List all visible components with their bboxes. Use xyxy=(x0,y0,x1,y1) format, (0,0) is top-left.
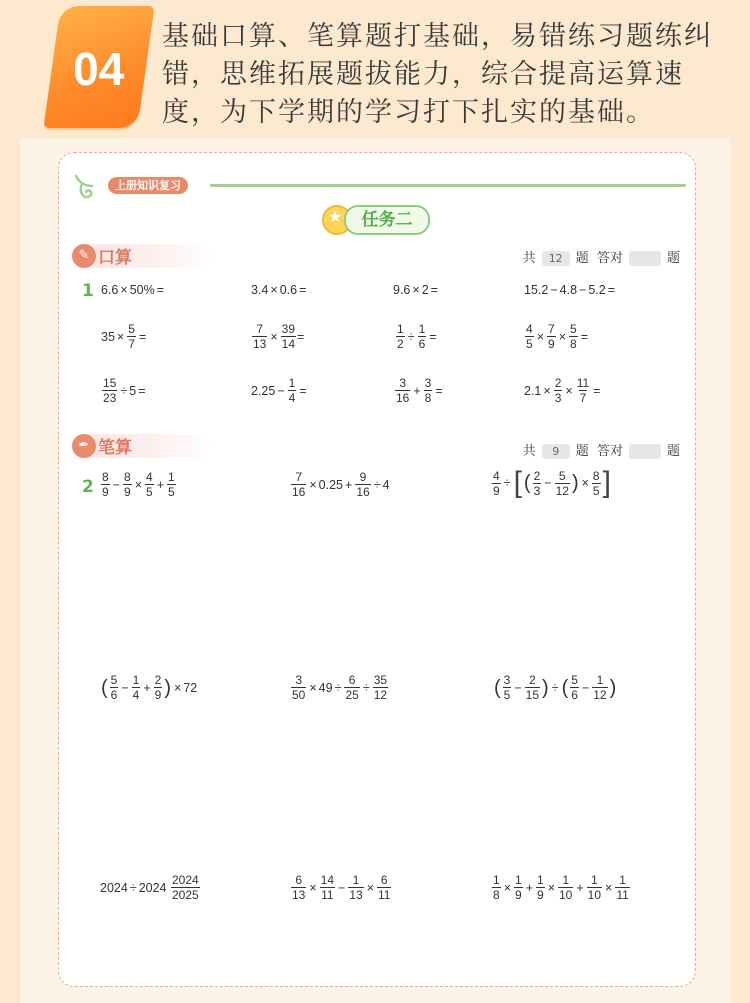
written-problem-5: $\frac{3}{50}$ × 49 ÷ $\frac{6}{25}$ ÷ $\frac{35}{12}$ xyxy=(292,673,388,702)
oral-problem-6: $\frac{7}{13}$ × $\frac{39}{14}$ = xyxy=(253,322,305,351)
written-problem-3: $\frac{4}{9}$ ÷ [ ( $\frac{2}{3}$ − $\frac{5}{12}$ ) × $\frac{8}{5}$ ] xyxy=(493,466,611,499)
section-number-badge xyxy=(43,6,154,128)
written-problem-7: 2024 ÷ 2024 $\frac{2024}{2025}$ xyxy=(100,873,199,902)
count-unit: 题 xyxy=(575,251,589,266)
oral-problem-2: 3.4 × 0.6 = xyxy=(251,283,307,297)
section-number: 04 xyxy=(73,43,125,95)
written-problem-2: $\frac{7}{16}$ × 0.25 + $\frac{9}{16}$ ÷ 4 xyxy=(292,470,390,499)
written-section-title: 笔算 xyxy=(98,438,132,458)
oral-problem-12: 2.1 × $\frac{2}{3}$ × $\frac{11}{7}$ = xyxy=(524,376,601,405)
worksheet-sheet xyxy=(58,152,696,987)
count-unit: 题 xyxy=(575,444,589,459)
written-correct-box[interactable] xyxy=(629,444,661,459)
oral-section-header xyxy=(72,244,212,268)
oral-problem-11: $\frac{3}{16}$ + $\frac{3}{8}$ = xyxy=(396,376,443,405)
written-problem-9: $\frac{1}{8}$ × $\frac{1}{9}$ + $\frac{1}{9}$ × $\frac{1}{10}$ + $\frac{1}{10}$ × $\frac{1}{11}$ xyxy=(493,873,629,902)
correct-unit: 题 xyxy=(666,444,680,459)
count-prefix: 共 xyxy=(522,444,536,459)
task-title: 任务二 xyxy=(344,205,430,235)
written-problem-6: ( $\frac{3}{5}$ − $\frac{2}{15}$ ) ÷ ( $\frac{5}{6}$ − $\frac{1}{12}$ ) xyxy=(494,673,617,702)
oral-problem-1: 6.6 × 50% = xyxy=(101,283,165,297)
vine-decoration-icon xyxy=(70,170,110,206)
written-problem-1: $\frac{8}{9}$ − $\frac{8}{9}$ × $\frac{4}{5}$ + $\frac{1}{5}$ xyxy=(102,470,175,499)
oral-problem-7: $\frac{1}{2}$ ÷ $\frac{1}{6}$ = xyxy=(397,322,437,351)
pen-icon: ✒ xyxy=(72,434,96,458)
written-problem-8: $\frac{6}{13}$ × $\frac{14}{11}$ − $\frac{1}{13}$ × $\frac{6}{11}$ xyxy=(292,873,391,902)
review-tag: 上册知识复习 xyxy=(108,177,188,194)
oral-count xyxy=(523,247,680,266)
correct-prefix: 答对 xyxy=(596,444,623,459)
review-divider xyxy=(210,184,686,187)
oral-problem-10: 2.25 − $\frac{1}{4}$ = xyxy=(251,376,307,405)
oral-problem-5: 35 × $\frac{5}{7}$ = xyxy=(101,322,147,351)
count-prefix: 共 xyxy=(522,251,536,266)
pencil-icon: ✎ xyxy=(72,244,96,268)
intro-text: 基础口算、笔算题打基础，易错练习题练纠错，思维拓展题拔能力，综合提高运算速度，为下学期的学习打下扎实的基础。 xyxy=(162,21,713,128)
written-total-box: 9 xyxy=(542,444,570,459)
oral-section-title: 口算 xyxy=(98,248,132,268)
written-problem-4: ( $\frac{5}{6}$ − $\frac{1}{4}$ + $\frac{2}{9}$ ) × 72 xyxy=(101,673,198,702)
question-number: 2 xyxy=(82,477,94,497)
oral-correct-box[interactable] xyxy=(629,251,661,266)
oral-problem-8: $\frac{4}{5}$ × $\frac{7}{9}$ × $\frac{5}{8}$ = xyxy=(526,322,588,351)
correct-prefix: 答对 xyxy=(596,251,623,266)
written-section-header xyxy=(72,434,212,458)
question-number: 1 xyxy=(82,281,94,301)
correct-unit: 题 xyxy=(666,251,680,266)
oral-problem-4: 15.2 − 4.8 − 5.2 = xyxy=(524,283,616,297)
written-count xyxy=(523,440,680,459)
oral-problem-9: $\frac{15}{23}$ ÷ 5 = xyxy=(103,376,146,405)
oral-total-box: 12 xyxy=(542,251,570,266)
oral-problem-3: 9.6 × 2 = xyxy=(393,283,438,297)
